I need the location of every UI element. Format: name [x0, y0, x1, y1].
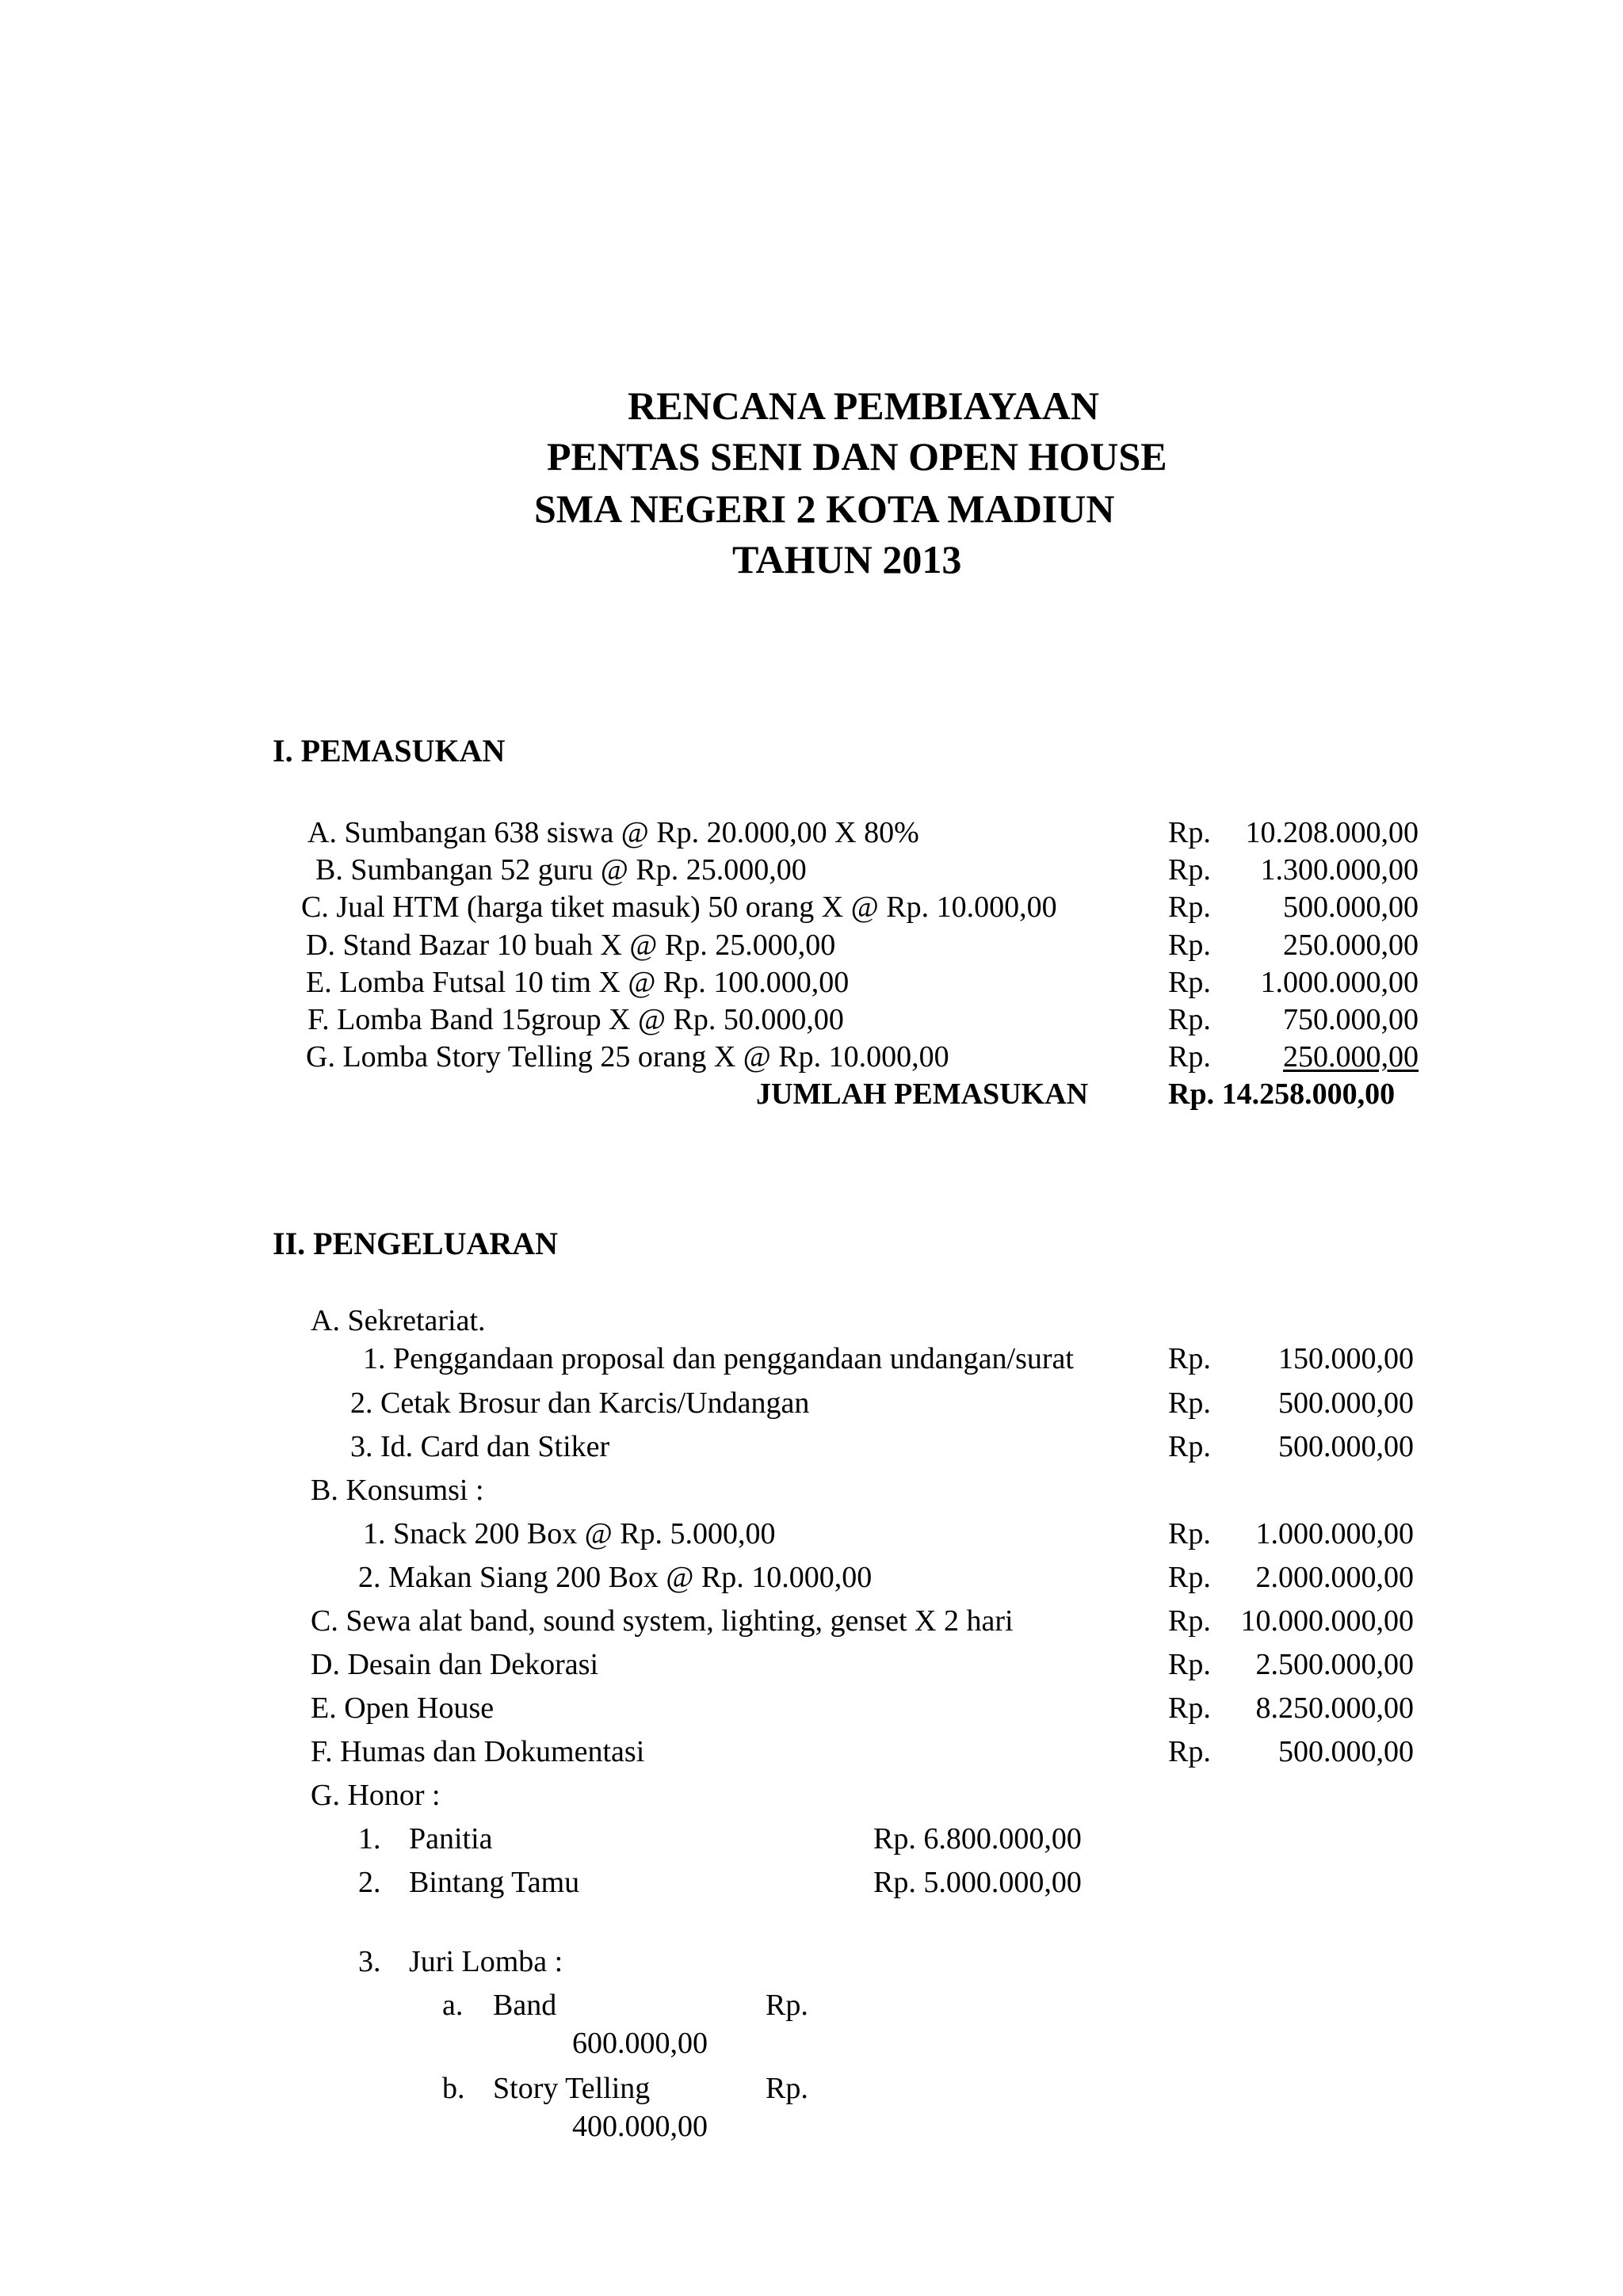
honor-item-amount: Rp. 6.800.000,00: [873, 1822, 1082, 1855]
section-heading-pemasukan: I. PEMASUKAN: [273, 733, 506, 769]
pemasukan-item-rp: Rp.: [1168, 816, 1211, 849]
pemasukan-item-amount: 250.000,00: [1283, 1040, 1419, 1074]
title-line-2: PENTAS SENI DAN OPEN HOUSE: [547, 434, 1167, 479]
pengeluaran-item-rp: Rp.: [1168, 1735, 1211, 1768]
pengeluaran-item-label: C. Sewa alat band, sound system, lighting, genset X 2 hari: [311, 1604, 1014, 1638]
pemasukan-item-amount: 500.000,00: [1283, 891, 1419, 924]
pemasukan-total-amount: Rp. 14.258.000,00: [1168, 1077, 1396, 1111]
pemasukan-item-label: B. Sumbangan 52 guru @ Rp. 25.000,00: [315, 853, 807, 887]
pengeluaran-item-rp: Rp.: [1168, 1430, 1211, 1463]
pemasukan-item-label: D. Stand Bazar 10 buah X @ Rp. 25.000,00: [306, 929, 836, 962]
pengeluaran-item-label: E. Open House: [311, 1691, 495, 1725]
pemasukan-item-label: E. Lomba Futsal 10 tim X @ Rp. 100.000,00: [306, 966, 850, 999]
honor-item-number: 2.: [358, 1866, 381, 1899]
pemasukan-item-rp: Rp.: [1168, 1040, 1211, 1074]
pemasukan-item-label: F. Lomba Band 15group X @ Rp. 50.000,00: [307, 1003, 844, 1036]
pengeluaran-item-rp: Rp.: [1168, 1561, 1211, 1594]
pengeluaran-item-amount: 2.000.000,00: [1255, 1561, 1414, 1594]
juri-item-rp: Rp.: [766, 1989, 808, 2022]
pengeluaran-item-amount: 10.000.000,00: [1240, 1604, 1414, 1638]
pemasukan-item-amount: 10.208.000,00: [1245, 816, 1419, 849]
pengeluaran-item-amount: 500.000,00: [1278, 1386, 1414, 1420]
pemasukan-item-label: A. Sumbangan 638 siswa @ Rp. 20.000,00 X 80%: [307, 816, 919, 849]
pengeluaran-item-rp: Rp.: [1168, 1517, 1211, 1550]
honor-item-amount: Rp. 5.000.000,00: [873, 1866, 1082, 1899]
title-line-3: SMA NEGERI 2 KOTA MADIUN: [534, 486, 1115, 531]
title-line-4: TAHUN 2013: [732, 537, 962, 582]
juri-item-letter: b.: [442, 2072, 465, 2105]
pengeluaran-item-amount: 2.500.000,00: [1255, 1648, 1414, 1681]
juri-item-amount: 600.000,00: [572, 2027, 708, 2060]
pengeluaran-item-amount: 500.000,00: [1278, 1735, 1414, 1768]
pemasukan-item-amount: 750.000,00: [1283, 1003, 1419, 1036]
juri-number: 3.: [358, 1945, 381, 1978]
section-heading-pengeluaran: II. PENGELUARAN: [273, 1226, 559, 1261]
pengeluaran-item-label: 2. Makan Siang 200 Box @ Rp. 10.000,00: [358, 1561, 873, 1594]
juri-item-letter: a.: [442, 1989, 464, 2022]
pemasukan-item-amount: 1.300.000,00: [1260, 853, 1419, 887]
honor-item-label: Panitia: [409, 1822, 493, 1855]
pemasukan-item-label: G. Lomba Story Telling 25 orang X @ Rp. 10.000,00: [306, 1040, 949, 1074]
pemasukan-item-label: C. Jual HTM (harga tiket masuk) 50 orang X @ Rp. 10.000,00: [301, 891, 1057, 924]
pemasukan-item-amount: 1.000.000,00: [1260, 966, 1419, 999]
pengeluaran-item-rp: Rp.: [1168, 1691, 1211, 1725]
juri-label: Juri Lomba :: [409, 1945, 563, 1978]
pengeluaran-subheading-sekretariat: A. Sekretariat.: [311, 1304, 486, 1337]
honor-item-label: Bintang Tamu: [409, 1866, 580, 1899]
pengeluaran-item-amount: 500.000,00: [1278, 1430, 1414, 1463]
pengeluaran-subheading-honor: G. Honor :: [311, 1779, 441, 1812]
pemasukan-item-rp: Rp.: [1168, 929, 1211, 962]
juri-item-amount: 400.000,00: [572, 2110, 708, 2143]
title-line-1: RENCANA PEMBIAYAAN: [628, 383, 1099, 428]
pengeluaran-item-label: 1. Snack 200 Box @ Rp. 5.000,00: [363, 1517, 776, 1550]
pengeluaran-item-amount: 1.000.000,00: [1255, 1517, 1414, 1550]
pengeluaran-item-rp: Rp.: [1168, 1648, 1211, 1681]
pengeluaran-item-rp: Rp.: [1168, 1386, 1211, 1420]
pengeluaran-item-rp: Rp.: [1168, 1604, 1211, 1638]
pemasukan-item-rp: Rp.: [1168, 853, 1211, 887]
pemasukan-item-rp: Rp.: [1168, 1003, 1211, 1036]
pengeluaran-item-label: D. Desain dan Dekorasi: [311, 1648, 599, 1681]
juri-item-label: Band: [493, 1989, 557, 2022]
pengeluaran-item-label: F. Humas dan Dokumentasi: [311, 1735, 645, 1768]
pengeluaran-item-amount: 8.250.000,00: [1255, 1691, 1414, 1725]
pengeluaran-item-label: 1. Penggandaan proposal dan penggandaan undangan/surat: [363, 1342, 1074, 1375]
juri-item-label: Story Telling: [493, 2072, 651, 2105]
pengeluaran-subheading-konsumsi: B. Konsumsi :: [311, 1474, 484, 1507]
pengeluaran-item-label: 3. Id. Card dan Stiker: [350, 1430, 610, 1463]
pemasukan-item-rp: Rp.: [1168, 966, 1211, 999]
pemasukan-total-label: JUMLAH PEMASUKAN: [756, 1077, 1089, 1111]
honor-item-number: 1.: [358, 1822, 381, 1855]
pengeluaran-item-amount: 150.000,00: [1278, 1342, 1414, 1375]
pengeluaran-item-rp: Rp.: [1168, 1342, 1211, 1375]
pemasukan-item-rp: Rp.: [1168, 891, 1211, 924]
pemasukan-item-amount: 250.000,00: [1283, 929, 1419, 962]
juri-item-rp: Rp.: [766, 2072, 808, 2105]
pengeluaran-item-label: 2. Cetak Brosur dan Karcis/Undangan: [350, 1386, 810, 1420]
